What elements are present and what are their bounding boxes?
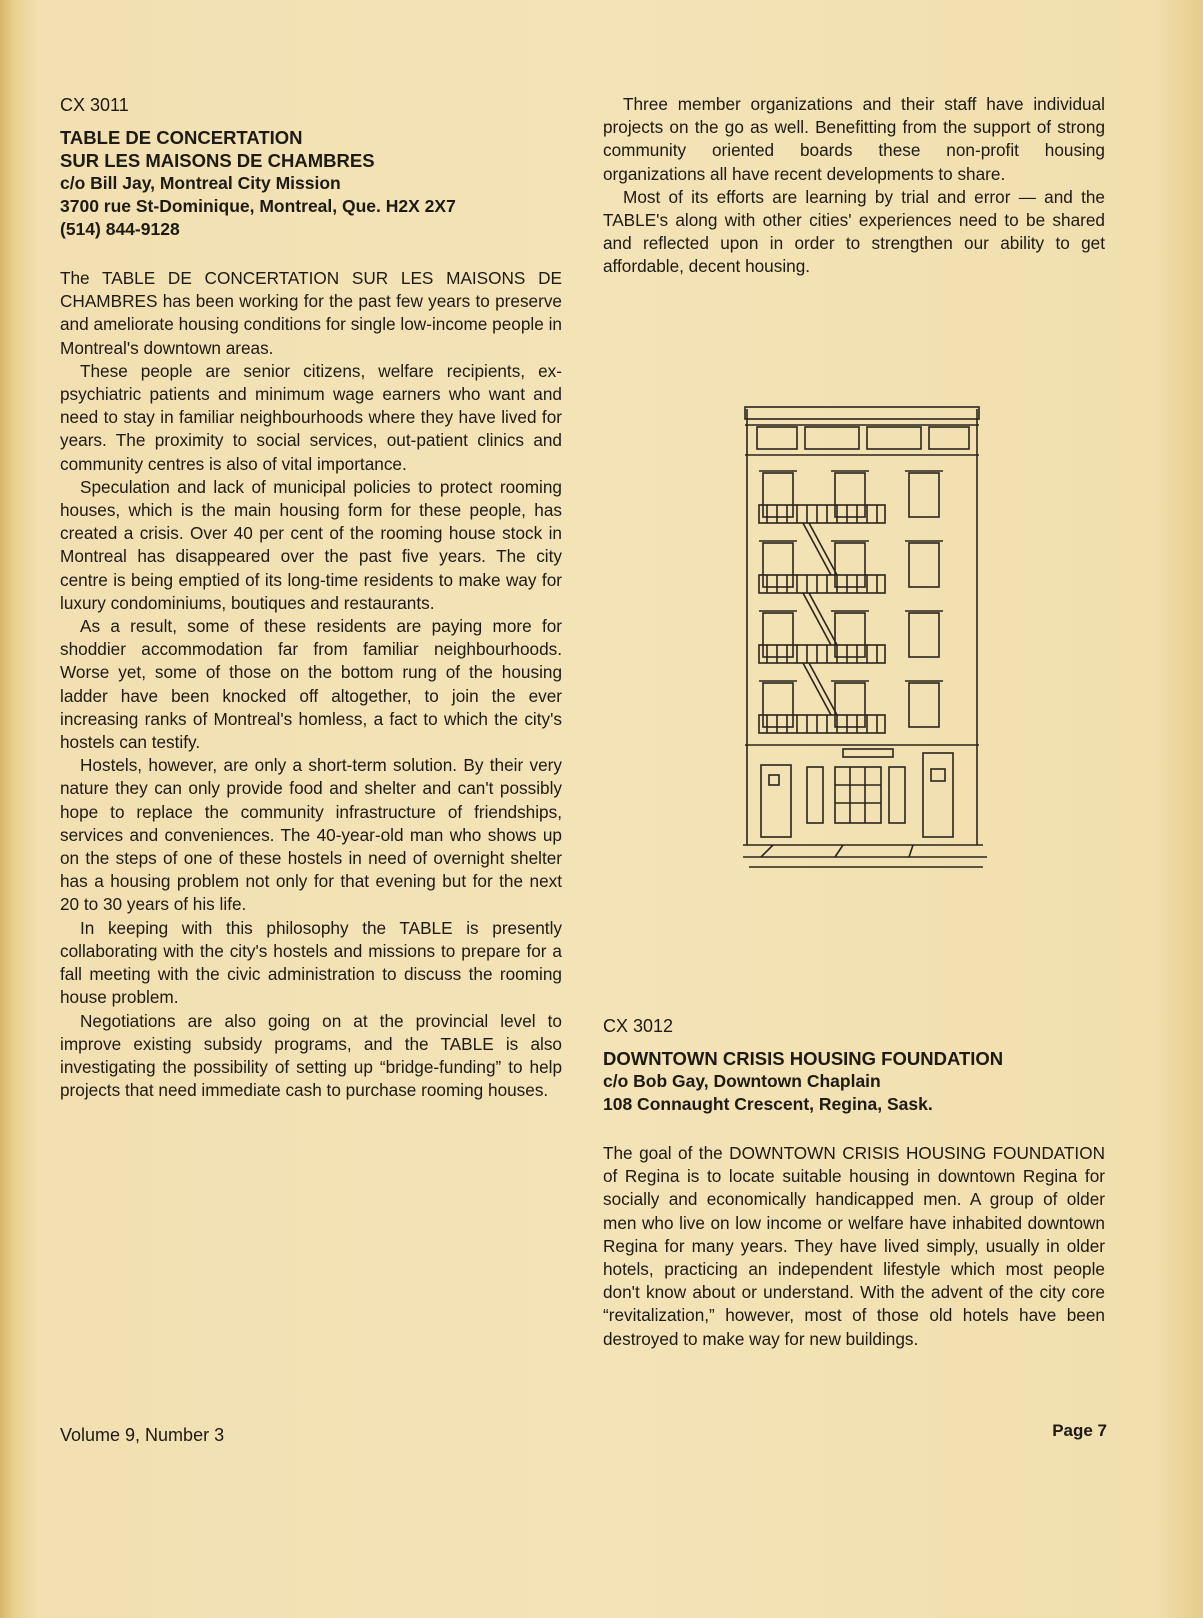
org-contact: c/o Bob Gay, Downtown Chaplain (603, 1071, 881, 1091)
body-paragraph: Speculation and lack of municipal policies to protect rooming houses, which is the main housing form for these people, has created a crisis. Over 40 per cent of the rooming house stock in Montreal has disappeared over the past five years. The city centre is being emptied of its long-time residents to make way for luxury condominiums, boutiques and restaurants. (60, 476, 562, 613)
rooming-house-illustration (743, 405, 988, 890)
spacer (603, 1116, 1105, 1142)
body-paragraph: Three member organizations and their staff have individual projects on the go as well. Benefitting from the support of strong community oriented boards these non-profit housing organizations all have recent developments to share. (603, 94, 1105, 184)
org-phone: (514) 844-9128 (60, 219, 180, 239)
org-address: 3700 rue St-Dominique, Montreal, Que. H2X 2X7 (60, 196, 456, 216)
right-column-top (603, 93, 1105, 279)
listing-ref-cx3011: CX 3011 (60, 95, 129, 115)
page-number: Page 7 (1052, 1421, 1107, 1440)
left-column (60, 95, 562, 1102)
body-paragraph: As a result, some of these residents are paying more for shoddier accommodation far from familiar neighbourhoods. Worse yet, some of those on the bottom rung of the housing ladder have been knocked off altogether, to join the ever increasing ranks of Montreal's homless, a fact to which the city's hostels can testify. (60, 616, 562, 753)
body-paragraph: The TABLE DE CONCERTATION SUR LES MAISONS DE CHAMBRES has been working for the past few years to preserve and ameliorate housing conditions for single low-income people in Montreal's downtown areas. (60, 268, 562, 358)
body-paragraph: Most of its efforts are learning by trial and error — and the TABLE's along with other cities' experiences need to be shared and reflected upon in order to strengthen our ability to get affordable, decent housing. (603, 186, 1105, 277)
body-paragraph: The goal of the DOWNTOWN CRISIS HOUSING FOUNDATION of Regina is to locate suitable housing in downtown Regina for socially and economically handicapped men. A group of older men who live on low income or welfare have inhabited downtown Regina for many years. They have lived simply, usually in older hotels, practicing an independent lifestyle which most people don't know about or understand. With the advent of the city core “revitalization,” however, most of those old hotels have been destroyed to make way for new buildings. (603, 1143, 1105, 1349)
right-column-bottom (603, 1016, 1105, 1351)
body-paragraph: These people are senior citizens, welfare recipients, ex-psychiatric patients and minimum wage earners who want and need to stay in familiar neighbourhoods where they have lived for years. The proximity to social services, out-patient clinics and community centres is also of vital importance. (60, 360, 562, 474)
spacer (60, 241, 562, 267)
org-name-line2: SUR LES MAISONS DE CHAMBRES (60, 150, 375, 171)
org-contact: c/o Bill Jay, Montreal City Mission (60, 173, 341, 193)
listing-ref-cx3012: CX 3012 (603, 1016, 674, 1036)
org-address: 108 Connaught Crescent, Regina, Sask. (603, 1094, 933, 1114)
body-paragraph: In keeping with this philosophy the TABLE is presently collaborating with the city's hostels and missions to prepare for a fall meeting with the civic administration to discuss the rooming house problem. (60, 917, 562, 1008)
body-paragraph: Negotiations are also going on at the provincial level to improve existing subsidy programs, and the TABLE is also investigating the possibility of setting up “bridge-funding” to help projects that need immediate cash to purchase rooming houses. (60, 1010, 562, 1101)
org-name-line1: TABLE DE CONCERTATION (60, 127, 303, 148)
org-name: DOWNTOWN CRISIS HOUSING FOUNDATION (603, 1048, 1004, 1069)
body-paragraph: Hostels, however, are only a short-term solution. By their very nature they can only provide food and shelter and can't possibly hope to replace the community infrastructure of friendships, services and conveniences. The 40-year-old man who shows up on the steps of one of these hostels in need of overnight shelter has a housing problem not only for that evening but for the next 20 to 30 years of his life. (60, 755, 562, 915)
volume-number: Volume 9, Number 3 (60, 1425, 225, 1445)
